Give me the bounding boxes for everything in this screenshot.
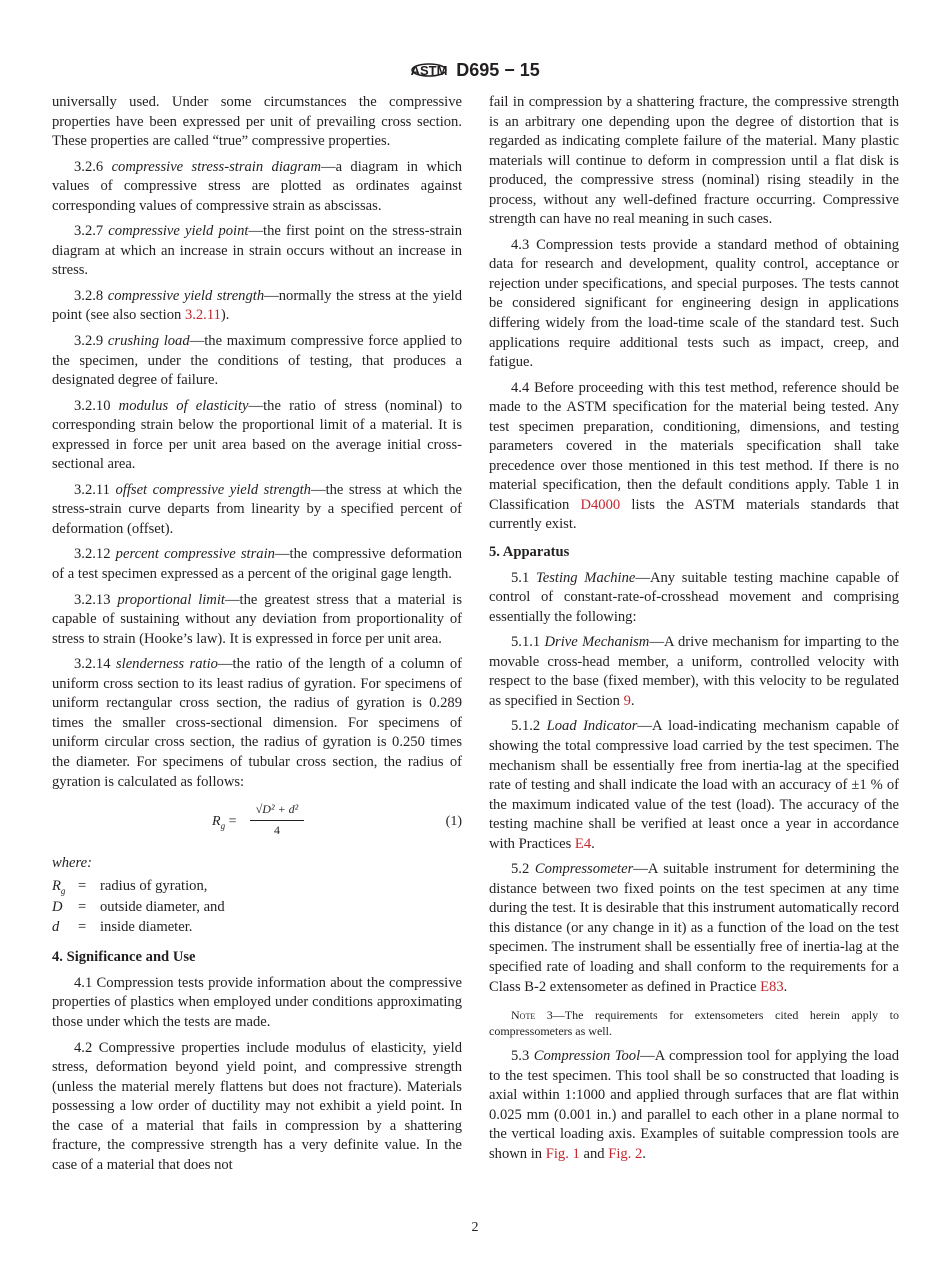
left-paragraphs-top [52, 93, 462, 792]
astm-logo-icon [410, 56, 448, 84]
eq-lhs-sub: g [220, 820, 226, 831]
text-run: —the maximum compressive force applied to the specimen, under the conditions of testing, that produces a designated degree of failure. [52, 333, 463, 389]
equation-radius-of-gyration [52, 800, 462, 846]
text-run: 4.3 Compression tests provide a standard method of obtaining data for research and development, quality control, acceptance or rejection under specifications, and special purposes. The tests cannot be considered significant for engineering design in applications differing widely from the load-time scale of the standard test. Such applications require additional tests such as impact, creep, and fatigue. [489, 236, 899, 371]
symbol: R [52, 877, 61, 894]
text-run: —the greatest stress that a material is capable of sustaining without any deviation from proportionality of stress to strain (Hooke’s law). It is expressed in force per unit area. [52, 591, 462, 647]
text-run: 5.3 [511, 1048, 534, 1065]
definition-symbol [52, 878, 78, 899]
text-run: —A load-indicating mechanism capable of showing the total compressive load carried by the test specimen. The mechanism shall be essentially free from inertia-lag at the specified rate of testing and shall indicate the load with an accuracy of ±1 % of the maximum indicated value of the test (load). The accuracy of the testing machine shall be verified at least once a year in accordance with Practices [489, 718, 899, 852]
text-run: 4.1 Compression tests provide information about the compressive properties of plastics when employed under conditions approximating those under which the tests are made. [52, 974, 462, 1030]
paragraph [52, 287, 462, 326]
text-run: . [783, 978, 788, 995]
svg-text:ASTM: ASTM [410, 63, 448, 78]
defined-term: modulus of elasticity [118, 397, 249, 414]
text-run: and [579, 1145, 609, 1162]
definition-row [52, 919, 462, 940]
paragraph [489, 1047, 899, 1164]
eq-lhs: R [212, 814, 221, 830]
paragraph [52, 655, 462, 792]
paragraph [52, 158, 462, 217]
text-run: —the stress at which the stress-strain curve departs from linearity by a specified percent of deformation (offset). [52, 481, 462, 537]
text-run: 3.2.8 [74, 287, 108, 304]
text-run: 5.1.2 [511, 718, 547, 735]
paragraph [52, 397, 462, 475]
text-run: —A suitable instrument for determining the distance between two fixed points on the test specimen at any time during the test. It is desirable that this instrument automatically record this distance (or any change in it) as a function of the load on the test specimen. The instrument shall be essentially free of inertia-lag at the specified rate of loading and shall conform to the requirements for a Class B-2 extensometer as defined in Practice [489, 861, 899, 995]
cross-reference-link[interactable]: Fig. 1 [545, 1145, 580, 1162]
section-5-heading: 5. Apparatus [489, 544, 570, 561]
section-4-heading: 4. Significance and Use [52, 949, 196, 966]
text-run: —A drive mechanism for imparting to the movable cross-head member, a uniform, controlled velocity with respect to the base (fixed member), with this velocity to be regulated as specified in Section [489, 634, 899, 709]
left-paragraphs-bottom [52, 974, 462, 1175]
defined-term: Drive Mechanism [544, 634, 650, 651]
text-run: lists the ASTM materials standards that currently exist. [489, 496, 899, 533]
text-run: 3.2.7 [74, 223, 109, 240]
eq-denominator: 4 [274, 822, 280, 837]
text-run: —the first point on the stress-strain diagram at which an increase in strain occurs without an increase in stress. [52, 223, 462, 279]
equals-sign: = [78, 919, 87, 936]
paragraph [489, 717, 899, 854]
definitions-list [52, 878, 462, 941]
paragraph [489, 236, 899, 373]
text-run: 4.4 Before proceeding with this test method, reference should be made to the ASTM specification for the material being tested. Any test specimen preparation, conditioning, dimensions, and testing parameters covered in the materials specification shall take precedence over those mentioned in this test method. If there is no material specification, then the default conditions apply. Table 1 in Classification [489, 379, 899, 513]
defined-term: proportional limit [117, 591, 225, 608]
defined-term: Compressometer [534, 861, 634, 878]
text-run: fail in compression by a shattering fracture, the compressive strength is an arbitrary one depending upon the degree of distortion that is regarded as indicating complete failure of the material. Many plastic materials will continue to deform in compression until a flat disk is produced, the compressive stress (nominal) rising steadily in the process, without any well-defined fracture occurring. Compressive strength can have no real meaning in such cases. [489, 94, 899, 228]
symbol: D [52, 898, 63, 915]
text-run: —the ratio of the length of a column of uniform cross section to its least radius of gyration. For specimens of uniform rectangular cross section, the radius of gyration is 0.289 times the smaller cross-sectional dimension. For specimens of uniform circular cross section, the radius of gyration is 0.250 times the diameter. For specimens of tubular cross section, the radius of gyration is calculated as follows: [52, 656, 462, 790]
text-run: —a diagram in which values of compressive stress are plotted as ordinates against corresponding values of compressive strain as abscissas. [52, 158, 462, 214]
note-3 [489, 1007, 899, 1039]
text-run: 3.2.14 [74, 656, 116, 673]
cross-reference-link[interactable]: 3.2.11 [184, 307, 221, 324]
paragraph [52, 591, 462, 650]
text-run: . [642, 1145, 646, 1162]
text-run: 3.2.10 [74, 397, 119, 414]
defined-term: offset compressive yield strength [115, 481, 311, 498]
paragraph [52, 481, 462, 540]
definition-symbol [52, 899, 78, 920]
text-run: 3.2.12 [74, 546, 116, 563]
symbol-subscript: g [60, 885, 66, 896]
right-paragraphs-bottom [489, 1047, 899, 1164]
paragraph [52, 222, 462, 281]
symbol: d [52, 919, 60, 936]
right-paragraphs-top [489, 93, 899, 535]
equals-sign: = [78, 898, 87, 915]
cross-reference-link[interactable]: D4000 [580, 496, 621, 513]
text-run: . [630, 692, 635, 709]
paragraph [489, 569, 899, 628]
text-run: 3.2.11 [74, 481, 116, 498]
text-run: 4.2 Compressive properties include modulus of elasticity, yield stress, deformation beyond yield point, and compressive strength (unless the material merely flattens but does not fracture). Materials possessing a low order of ductility may not exhibit a yield point. In the case of a material that fails in compression by a shattering fracture, the compressive strength has a very definite value. In the case of a material that does not [52, 1039, 462, 1173]
cross-reference-link[interactable]: Fig. 2 [608, 1145, 643, 1162]
where-label: where: [52, 855, 92, 872]
paragraph [52, 332, 462, 391]
cross-reference-link[interactable]: E83 [760, 978, 784, 995]
paragraph [52, 974, 462, 1033]
definition-text: outside diameter, and [100, 898, 225, 915]
text-run: 5.2 [511, 861, 535, 878]
cross-reference-link[interactable]: E4 [574, 835, 592, 852]
definition-text: radius of gyration, [100, 877, 208, 894]
defined-term: compressive yield strength [107, 287, 265, 304]
definition-row [52, 878, 462, 899]
right-column [489, 93, 899, 1170]
definition-symbol [52, 919, 78, 940]
text-run: 5.1 [511, 569, 536, 586]
left-column [52, 93, 462, 1181]
eq-numerator: √D² + d² [250, 800, 304, 821]
defined-term: crushing load [107, 333, 190, 350]
text-run: universally used. Under some circumstances the compressive properties have been expressed per unit of prevailing cross section. These properties are called “true” compressive properties. [52, 94, 462, 150]
defined-term: Testing Machine [535, 569, 636, 586]
text-run: 5.1.1 [511, 634, 545, 651]
eq-number: (1) [445, 814, 462, 830]
paragraph [52, 545, 462, 584]
paragraph [489, 860, 899, 997]
text-run: —A compression tool for applying the load to the test specimen. This tool shall be so constructed that loading is axial within 1:1000 and applied through surfaces that are flat within 0.025 mm (0.001 in.) and parallel to each other in a plane normal to the vertical loading axis. Examples of suitable compression tools are shown in [489, 1048, 900, 1162]
paragraph [489, 93, 899, 230]
text-run: —Any suitable testing machine capable of control of constant-rate-of-crosshead movement and comprising essentially the following: [489, 569, 900, 625]
document-designation: D695 − 15 [456, 59, 540, 80]
defined-term: Load Indicator [546, 718, 638, 735]
defined-term: slenderness ratio [115, 656, 218, 673]
text-run: ). [220, 307, 230, 324]
right-paragraphs-mid [489, 569, 899, 997]
page-header [0, 56, 950, 84]
paragraph [489, 633, 899, 711]
text-run: 3.2.9 [74, 333, 108, 350]
page-number: 2 [471, 1220, 479, 1235]
text-run: . [591, 835, 595, 852]
text-run: 3.2.13 [74, 591, 118, 608]
paragraph [489, 379, 899, 535]
paragraph [52, 93, 462, 152]
cross-reference-link[interactable]: 9 [623, 692, 631, 709]
paragraph [52, 1039, 462, 1176]
equals-sign: = [78, 877, 87, 894]
text-run: —the ratio of stress (nominal) to corresponding strain below the proportional limit of a material. It is expressed in force per unit area based on the average initial cross-sectional area. [52, 397, 462, 473]
eq-equals: = [228, 814, 237, 830]
note-text: —The requirements for extensometers cited herein apply to compressometers as well. [489, 1008, 900, 1039]
defined-term: compressive yield point [108, 223, 249, 240]
definition-text: inside diameter. [100, 919, 193, 936]
text-run: —the compressive deformation of a test specimen expressed as a percent of the original gage length. [52, 546, 462, 583]
defined-term: percent compressive strain [115, 546, 275, 563]
text-run: —normally the stress at the yield point (see also section [52, 287, 463, 324]
defined-term: Compression Tool [533, 1048, 641, 1065]
text-run: 3.2.6 [74, 158, 112, 175]
note-label: Note 3 [511, 1008, 553, 1023]
definition-row [52, 899, 462, 920]
defined-term: compressive stress-strain diagram [111, 158, 321, 175]
